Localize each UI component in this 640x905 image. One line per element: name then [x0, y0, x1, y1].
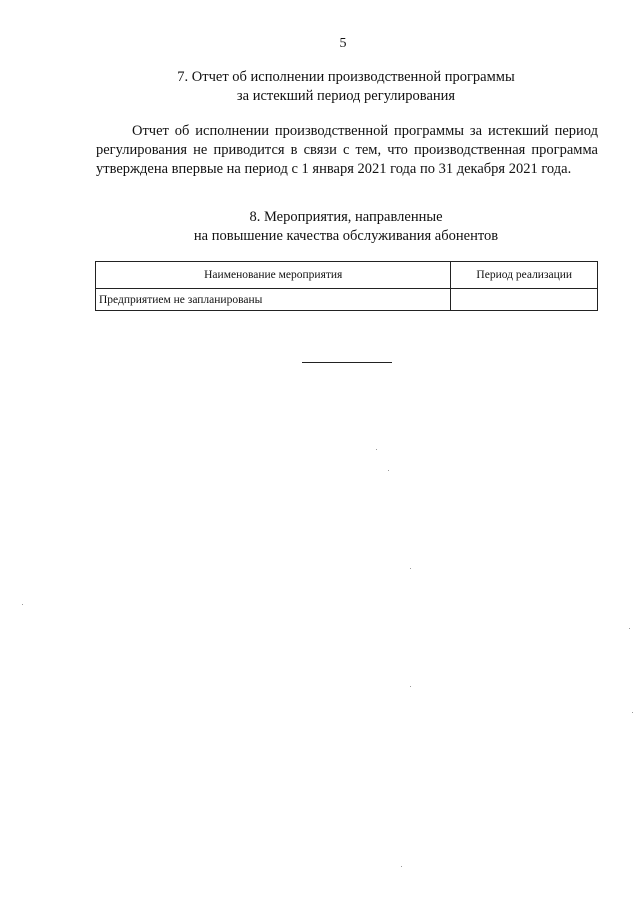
section-7-title-line-2: за истекший период регулирования	[236, 88, 456, 104]
table-header-row	[96, 262, 598, 289]
column-header-period: Период реализации	[451, 262, 598, 289]
scan-speck	[410, 686, 411, 687]
table-row	[96, 289, 598, 311]
scan-speck	[629, 628, 630, 629]
scan-speck	[401, 866, 402, 867]
section-7-paragraph: Отчет об исполнении производственной программы за истекший период регулирования не приводится в связи с тем, что производственная программа утверждена впервые на период с 1 января 2021 года по 31 декабря 2021 года.	[96, 123, 598, 177]
section-8-title-line-2: на повышение качества обслуживания абонентов	[193, 228, 499, 244]
section-7-title-line-1: 7. Отчет об исполнении производственной программы	[177, 69, 515, 85]
table-cell-period	[451, 289, 598, 311]
section-8-heading	[96, 208, 596, 246]
events-table	[95, 261, 598, 311]
scan-speck	[410, 568, 411, 569]
page-number: 5	[339, 36, 347, 51]
scan-speck	[388, 470, 389, 471]
section-8-title-line-1: 8. Мероприятия, направленные	[249, 209, 443, 225]
scan-speck	[22, 604, 23, 605]
scan-speck	[632, 712, 633, 713]
end-divider-line	[302, 362, 392, 363]
table-cell-event-name: Предприятием не запланированы	[96, 289, 451, 311]
scan-speck	[376, 449, 377, 450]
section-7-heading	[96, 68, 596, 106]
column-header-event-name: Наименование мероприятия	[96, 262, 451, 289]
